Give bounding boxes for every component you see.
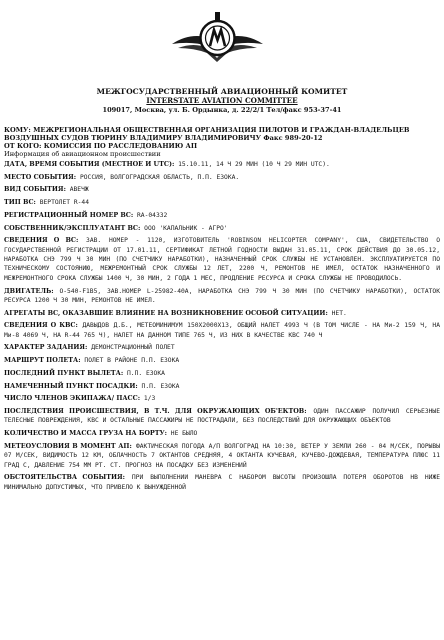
recipient-line-1: КОМУ: МЕЖРЕГИОНАЛЬНАЯ ОБЩЕСТВЕННАЯ ОРГАНИЗАЦИЯ ПИЛОТОВ И ГРАЖДАН-ВЛАДЕЛЬЦЕВ [4, 126, 410, 134]
field-components: АГРЕГАТЫ ВС, ОКАЗАВШИЕ ВЛИЯНИЕ НА ВОЗНИКНОВЕНИЕ ОСОБОЙ СИТУАЦИИ: НЕТ. [4, 308, 347, 317]
field-registration: РЕГИСТРАЦИОННЫЙ НОМЕР ВС: RA-04332 [4, 210, 168, 219]
field-destination: НАМЕЧЕННЫЙ ПУНКТ ПОСАДКИ: П.П. ЕЗОКА [4, 381, 180, 390]
field-engine: ДВИГАТЕЛЬ: O-540-F1B5, ЗАВ.НОМЕР L-25982-40А, НАРАБОТКА СНЭ 799 Ч 30 МИН (ПО СЧЕТЧИКУ НАРАБОТКИ), ОСТАТОК РЕСУРСА 1200 Ч 30 МИН, РЕМОНТОВ НЕ ИМЕЛ. [4, 286, 440, 304]
field-task: ХАРАКТЕР ЗАДАНИЯ: ДЕМОНСТРАЦИОННЫЙ ПОЛЕТ [4, 343, 175, 352]
field-date-time: ДАТА, ВРЕМЯ СОБЫТИЯ (МЕСТНОЕ И UTC): 15.10.11, 14 Ч 29 МИН (10 Ч 29 МИН UTC). [4, 160, 330, 168]
sender-line: ОТ КОГО: КОМИССИЯ ПО РАССЛЕДОВАНИЮ АП [4, 142, 198, 150]
org-name-en: INTERSTATE AVIATION COMMITTEE [146, 96, 298, 105]
field-event-type: ВИД СОБЫТИЯ: АВЕЧЖ [4, 185, 89, 194]
field-consequences: ПОСЛЕДСТВИЯ ПРОИСШЕСТВИЯ, В Т.Ч. ДЛЯ ОКРУЖАЮЩИХ ОБ'ЕКТОВ: ОДИН ПАССАЖИР ПОЛУЧИЛ СЕРЬЕЗНЫЕ ТЕЛЕСНЫЕ ПОВРЕЖДЕНИЯ, КВС И ОСТАЛЬНЫЕ ПАССАЖИРЫ НЕ ПОСТРАДАЛИ, БЕЗ ПОСЛЕДСТВИЙ ДЛЯ ОКРУЖАЮЩИХ ОБЪЕКТОВ [4, 406, 440, 425]
info-subtitle: Информация об авиационном происшествии [4, 150, 161, 158]
field-aircraft-type: ТИП ВС: ВЕРТОЛЕТ R-44 [4, 198, 89, 207]
field-weather: МЕТЕОУСЛОВИЯ В МОМЕНТ АП: ФАКТИЧЕСКАЯ ПОГОДА А/П ВОЛГОГРАД НА 10:30, ВЕТЕР У ЗЕМЛИ 260 - 04 М/СЕК, ПОРЫВЫ 07 М/СЕК, ВИДИМОСТЬ 12 КМ, ОБЛАЧНОСТЬ 7 ОКТАНТОВ СРЕДНЯЯ, 4 ОКТАНТА КУЧЕВАЯ, КУЧЕВО-ДОЖДЕВАЯ, ТЕМПЕРАТУРА ПЛЮС 11 ГРАД С, ДАВЛЕНИЕ 754 ММ РТ. СТ. ПРОГНОЗ НА ПОСАДКУ БЕЗ ИЗМЕНЕНИЙ [4, 441, 440, 469]
org-address: 109017, Москва, ул. Б. Ордынка, д. 22/2/1 Тел/факс 953-37-41 [102, 106, 342, 114]
field-circumstances: ОБСТОЯТЕЛЬСТВА СОБЫТИЯ: ПРИ ВЫПОЛНЕНИИ МАНЕВРА С НАБОРОМ ВЫСОТЫ ПРОИЗОШЛА ПОТЕРЯ ОБОРОТОВ НВ НИЖЕ МИНИМАЛЬНО ДОПУСТИМЫХ, ЧТО ПРИВЕЛО К ВЫНУЖДЕННОЙ [4, 473, 440, 491]
field-crew-pax: ЧИСЛО ЧЛЕНОВ ЭКИПАЖА/ ПАСС: 1/3 [4, 394, 156, 403]
recipient-line-2: ВОЗДУШНЫХ СУДОВ ТЮРИНУ ВЛАДИМИРУ ВЛАДИМИРОВИЧУ Факс 989-20-12 [4, 134, 323, 142]
iac-emblem-logo [170, 8, 265, 78]
field-aircraft-info: СВЕДЕНИЯ О ВС: ЗАВ. НОМЕР - 1120, ИЗГОТОВИТЕЛЬ 'ROBINSON HELICOPTER COMPANY', США, СВИДЕТЕЛЬСТВО О ГОСУДАРСТВЕННОЙ РЕГИСТРАЦИИ ОТ 17.01.11, СЕРТИФИКАТ ЛЕТНОЙ ГОДНОСТИ ВЫДАН 31.05.11, СРОК ДЕЙСТВИЯ ДО 30.05.12, НАРАБОТКА СНЭ 799 Ч 30 МИН (ПО СЧЕТЧИКУ НАРАБОТКИ), НАЗНАЧЕННЫЙ СРОК СЛУЖБЫ НЕ УСТАНОВЛЕН. ЭКСПЛУАТИРУЕТСЯ ПО ТЕХНИЧЕСКОМУ СОСТОЯНИЮ, МЕЖРЕМОНТНЫЙ СРОК СЛУЖБЫ 12 ЛЕТ, 2200 Ч, РЕМОНТОВ НЕ ИМЕЛ, ОСТАТОК НАЗНАЧЕННОГО И МЕЖРЕМОНТНОГО СРОКА СЛУЖБЫ 1400 Ч, 30 МИН, 2 ГОДА 1 МЕС, ПРОДЛЕНИЕ РЕСУРСА И СРОКА СЛУЖБЫ НЕ ПРОВОДИЛОСЬ. [4, 236, 440, 282]
field-cargo: КОЛИЧЕСТВО И МАССА ГРУЗА НА БОРТУ: НЕ БЫЛО [4, 429, 198, 438]
field-departure: ПОСЛЕДНИЙ ПУНКТ ВЫЛЕТА: П.П. ЕЗОКА [4, 368, 165, 377]
field-location: МЕСТО СОБЫТИЯ: РОССИЯ, ВОЛГОГРАДСКАЯ ОБЛАСТЬ, П.П. ЕЗОКА. [4, 172, 240, 181]
org-name-ru: МЕЖГОСУДАРСТВЕННЫЙ АВИАЦИОННЫЙ КОМИТЕТ [96, 87, 348, 96]
report-body [4, 160, 440, 495]
field-route: МАРШРУТ ПОЛЕТА: ПОЛЕТ В РАЙОНЕ П.П. ЕЗОКА [4, 356, 180, 365]
field-owner-operator: СОБСТВЕННИК/ЭКСПЛУАТАНТ ВС: ООО 'КАПАЛЬНИК - АГРО' [4, 223, 228, 232]
field-pilot-info: СВЕДЕНИЯ О КВС: ДАВЫДОВ Д.Б., МЕТЕОМИНИМУМ 150Х2000Х13, ОБЩИЙ НАЛЕТ 4993 Ч (В ТОМ ЧИСЛЕ - НА Ми-2 159 Ч, НА Ми-8 4069 Ч, НА R-44 765 Ч), НАЛЕТ НА ДАННОМ ТИПЕ 765 Ч, ИЗ НИХ В КАЧЕСТВЕ КВС 740 Ч [4, 321, 440, 339]
